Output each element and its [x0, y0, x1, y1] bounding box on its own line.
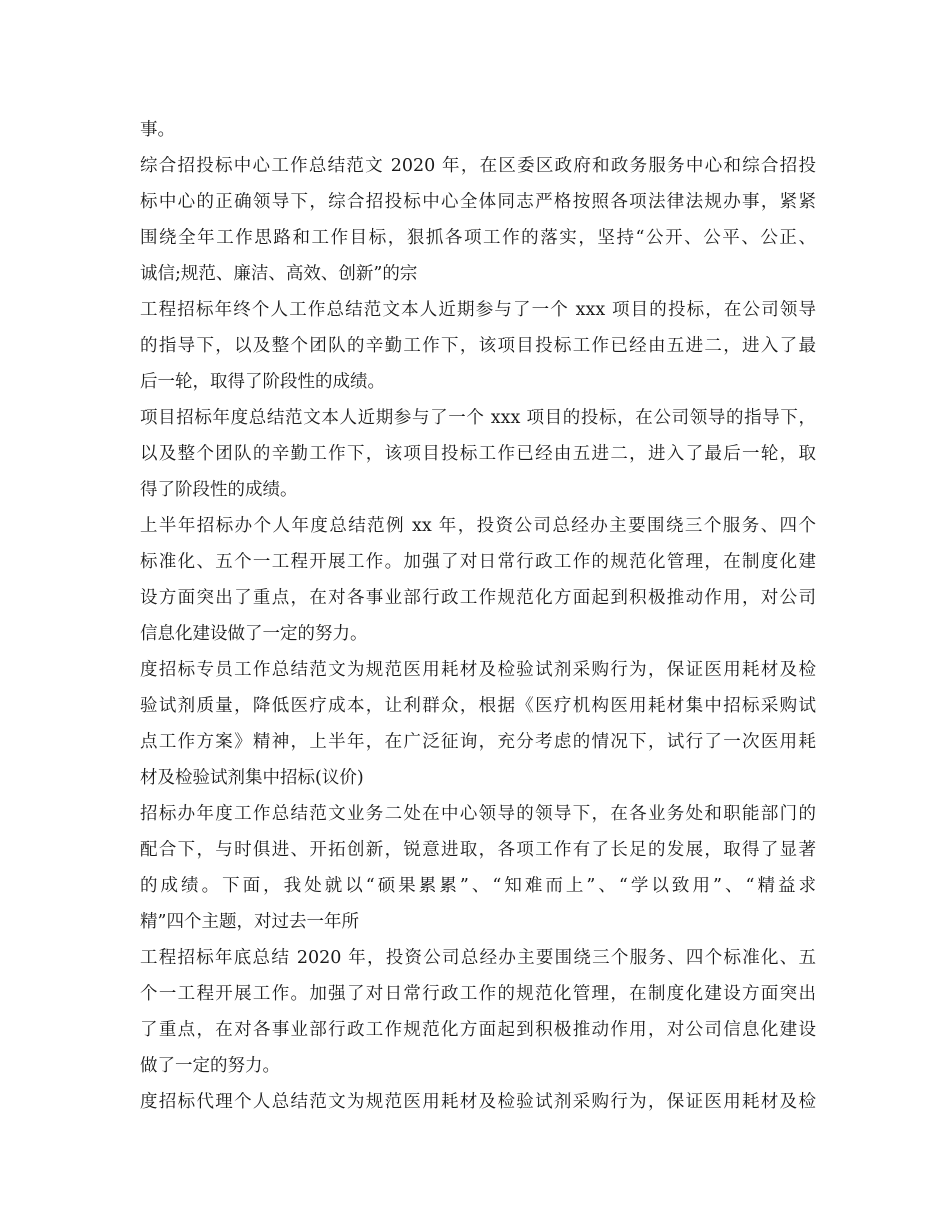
text-line: 综合招投标中心工作总结范文 2020 年，在区委区政府和政务服务中心和综合招投	[140, 156, 816, 176]
text-line: 点工作方案》精神，上半年，在广泛征询，充分考虑的情况下，试行了一次医用耗	[140, 732, 816, 752]
text-line: 上半年招标办个人年度总结范例 xx 年，投资公司总经办主要围绕三个服务、四个	[140, 516, 816, 536]
text-line: 信息化建设做了一定的努力。	[140, 624, 368, 644]
text-line: 度招标代理个人总结范文为规范医用耗材及检验试剂采购行为，保证医用耗材及检	[140, 1092, 816, 1112]
text-line: 工程招标年终个人工作总结范文本人近期参与了一个 xxx 项目的投标，在公司领导	[140, 300, 816, 320]
text-line: 工程招标年底总结 2020 年，投资公司总经办主要围绕三个服务、四个标准化、五	[140, 948, 816, 968]
text-line: 以及整个团队的辛勤工作下，该项目投标工作已经由五进二，进入了最后一轮，取	[140, 444, 816, 464]
text-line: 材及检验试剂集中招标(议价)	[140, 768, 364, 788]
text-line: 得了阶段性的成绩。	[140, 480, 298, 500]
text-line: 验试剂质量，降低医疗成本，让利群众，根据《医疗机构医用耗材集中招标采购试	[140, 696, 816, 716]
text-line: 做了一定的努力。	[140, 1056, 280, 1076]
text-line: 的指导下，以及整个团队的辛勤工作下，该项目投标工作已经由五进二，进入了最	[140, 336, 816, 356]
text-line: 个一工程开展工作。加强了对日常行政工作的规范化管理，在制度化建设方面突出	[140, 984, 816, 1004]
text-line: 后一轮，取得了阶段性的成绩。	[140, 372, 385, 392]
text-line: 项目招标年度总结范文本人近期参与了一个 xxx 项目的投标，在公司领导的指导下，	[140, 408, 816, 428]
text-line: 精”四个主题，对过去一年所	[140, 912, 359, 932]
text-line: 了重点，在对各事业部行政工作规范化方面起到积极推动作用，对公司信息化建设	[140, 1020, 816, 1040]
text-line: 诚信;规范、廉洁、高效、创新”的宗	[140, 264, 418, 284]
text-line: 的成绩。下面，我处就以“硕果累累”、“知难而上”、“学以致用”、“精益求	[140, 876, 816, 896]
text-line: 事。	[140, 120, 175, 140]
document-body	[140, 112, 816, 1120]
text-line: 设方面突出了重点，在对各事业部行政工作规范化方面起到积极推动作用，对公司	[140, 588, 816, 608]
text-line: 招标办年度工作总结范文业务二处在中心领导的领导下，在各业务处和职能部门的	[140, 804, 816, 824]
text-line: 配合下，与时俱进、开拓创新，锐意进取，各项工作有了长足的发展，取得了显著	[140, 840, 816, 860]
text-line: 标中心的正确领导下，综合招投标中心全体同志严格按照各项法律法规办事，紧紧	[140, 192, 816, 212]
text-line: 标准化、五个一工程开展工作。加强了对日常行政工作的规范化管理，在制度化建	[140, 552, 816, 572]
text-line: 围绕全年工作思路和工作目标，狠抓各项工作的落实，坚持“公开、公平、公正、	[140, 228, 816, 248]
text-line: 度招标专员工作总结范文为规范医用耗材及检验试剂采购行为，保证医用耗材及检	[140, 660, 816, 680]
